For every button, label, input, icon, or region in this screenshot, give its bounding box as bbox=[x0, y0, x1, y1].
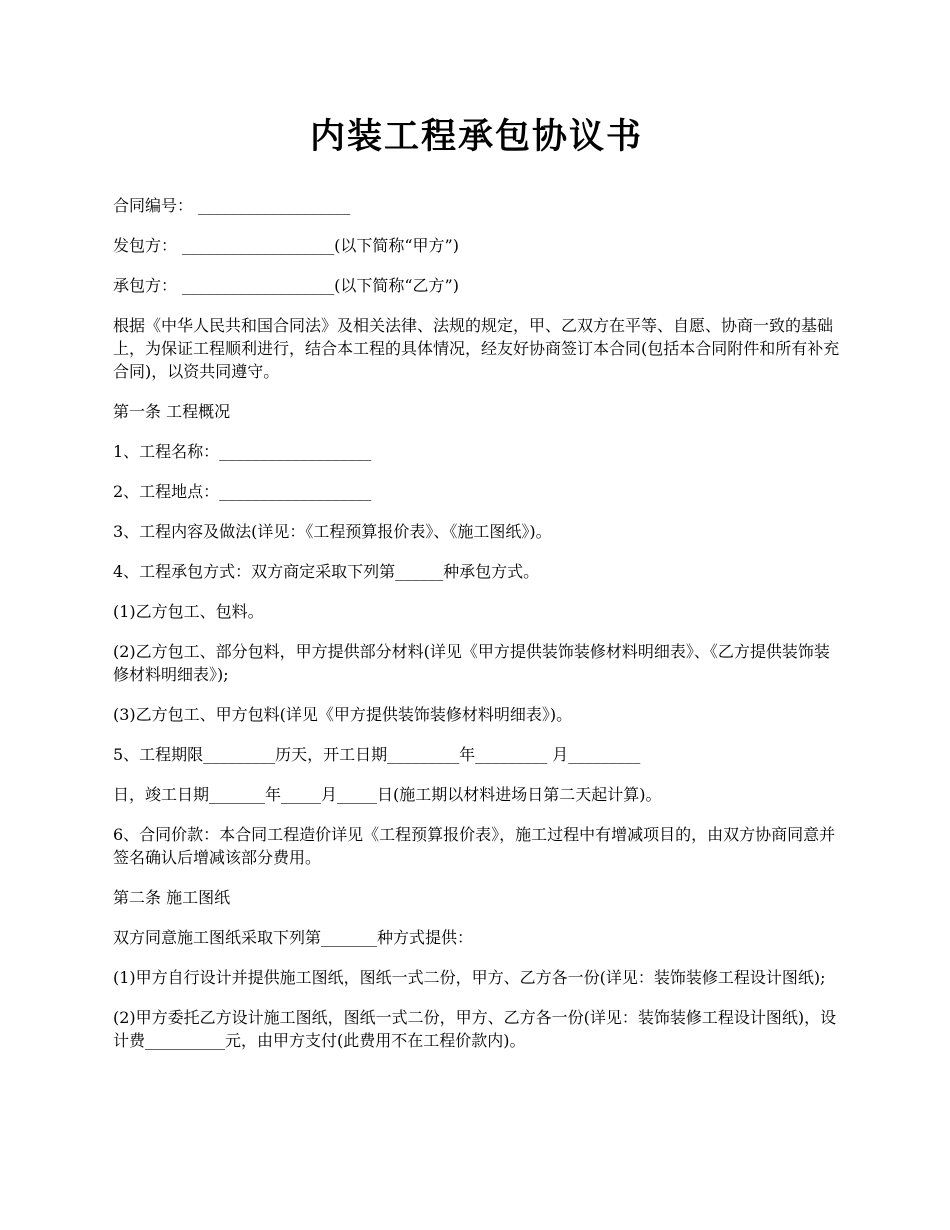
drawings-method-line: 双方同意施工图纸采取下列第_______种方式提供： bbox=[113, 928, 474, 947]
project-content-line: 3、工程内容及做法(详见：《工程预算报价表》、《施工图纸》)。 bbox=[113, 522, 552, 541]
article-1-heading: 第一条 工程概况 bbox=[113, 402, 231, 421]
method-option-1: (1)乙方包工、包料。 bbox=[113, 602, 264, 621]
contractor-line: 承包方： ___________________(以下简称“乙方”) bbox=[113, 276, 459, 295]
project-period-line: 5、工程期限_________历天，开工日期_________年_________ 月_________ bbox=[113, 745, 641, 764]
contract-number-line: 合同编号： ___________________ bbox=[113, 196, 351, 215]
document-title: 内装工程承包协议书 bbox=[309, 117, 643, 157]
contract-price-paragraph: 6、合同价款：本合同工程造价详见《工程预算报价表》，施工过程中有增减项目的，由双方协商同意并签名确认后增减该部分费用。 bbox=[113, 825, 836, 867]
article-2-heading: 第二条 施工图纸 bbox=[113, 888, 231, 907]
preamble-paragraph: 根据《中华人民共和国合同法》及相关法律、法规的规定，甲、乙双方在平等、自愿、协商一致的基础上，为保证工程顺利进行，结合本工程的具体情况，经友好协商签订本合同(包括本合同附件和所有补充合同)，以资共同遵守。 bbox=[113, 316, 840, 381]
method-option-3: (3)乙方包工、甲方包料(详见《甲方提供装饰装修材料明细表》)。 bbox=[113, 705, 573, 724]
drawings-option-2: (2)甲方委托乙方设计施工图纸，图纸一式二份，甲方、乙方各一份(详见：装饰装修工程设计图纸)，设计费__________元，由甲方支付(此费用不在工程价款内)。 bbox=[113, 1008, 837, 1050]
employer-line: 发包方： ___________________(以下简称“甲方”) bbox=[113, 236, 459, 255]
completion-date-line: 日，竣工日期_______年_____月_____日(施工期以材料进场日第二天起计算)。 bbox=[113, 785, 662, 804]
method-option-2: (2)乙方包工、部分包料，甲方提供部分材料(详见《甲方提供装饰装修材料明细表》、《乙方提供装饰装修材料明细表》); bbox=[113, 642, 830, 684]
drawings-option-1: (1)甲方自行设计并提供施工图纸，图纸一式二份，甲方、乙方各一份(详见：装饰装修工程设计图纸); bbox=[113, 968, 826, 987]
document-page bbox=[113, 110, 840, 1069]
project-location-line: 2、工程地点：___________________ bbox=[113, 482, 372, 501]
project-name-line: 1、工程名称：___________________ bbox=[113, 442, 372, 461]
contracting-method-line: 4、工程承包方式：双方商定采取下列第______种承包方式。 bbox=[113, 562, 540, 581]
